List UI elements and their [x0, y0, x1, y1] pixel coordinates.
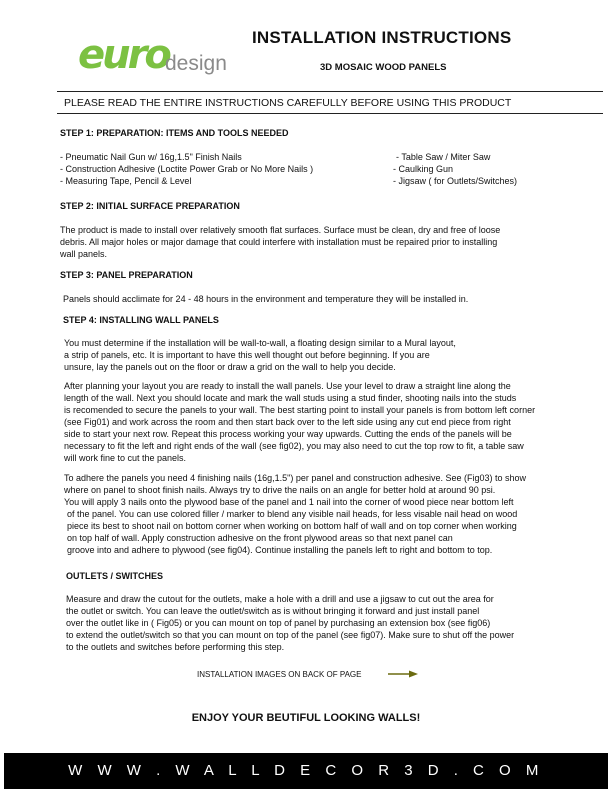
- arrow-right-icon: [388, 670, 418, 678]
- step4-para3-line: of the panel. You can use colored filler / marker to blend any visible nail heads, for less visable nail head on wood: [67, 509, 518, 519]
- outlets-line: Measure and draw the cutout for the outlets, make a hole with a drill and use a jigsaw to cut out the area for: [66, 594, 494, 604]
- step4-para3-line: on top half of wall. Apply construction adhesive on the front plywood areas so that next panel can: [67, 533, 453, 543]
- logo-design-text: design: [165, 52, 227, 75]
- step2-line: The product is made to install over relatively smooth flat surfaces. Surface must be clean, dry and free of loose: [60, 225, 501, 235]
- step4-para1-line: unsure, lay the panels out on the floor or draw a grid on the wall to help you decide.: [64, 362, 396, 372]
- outlets-line: to extend the outlet/switch so that you can mount on top of the panel (see fig07). Make sure to shut off the power: [66, 630, 515, 640]
- step4-para2-line: (see Fig01) and work across the room and then start back over to the left side using any cut end piece from right: [64, 417, 511, 427]
- step2-line: debris. All major holes or major damage that could interfere with installation must be repaired prior to installing: [60, 237, 498, 247]
- step4-para3-line: where on panel to shoot finish nails. Always try to drive the nails on an angle for better hold at around 90 psi.: [64, 485, 496, 495]
- step3-heading: STEP 3: PANEL PREPARATION: [60, 270, 193, 280]
- step4-para2-line: will work fine to cut the panels.: [64, 453, 187, 463]
- tool-item: - Caulking Gun: [393, 164, 454, 174]
- step4-para2-line: length of the wall. Next you should locate and mark the wall studs using a stud finder, shooting nails into the studs: [64, 393, 517, 403]
- website-url: W W W . W A L L D E C O R 3 D . C O M: [68, 762, 544, 779]
- step4-para1-line: You must determine if the installation will be wall-to-wall, a floating design similar to a Mural layout,: [64, 338, 456, 348]
- step2-line: wall panels.: [60, 249, 108, 259]
- header-divider: [57, 91, 603, 92]
- page-title: INSTALLATION INSTRUCTIONS: [252, 28, 512, 47]
- brand-logo: [78, 30, 228, 90]
- outlets-line: to the outlets and switches before performing this step.: [66, 642, 285, 652]
- tool-item: - Jigsaw ( for Outlets/Switches): [393, 176, 518, 186]
- tool-item: - Pneumatic Nail Gun w/ 16g,1.5" Finish Nails: [60, 152, 242, 162]
- outlets-line: over the outlet like in ( Fig05) or you can mount on top of panel by purchasing an extension box (see fig06): [66, 618, 491, 628]
- step4-para3-line: To adhere the panels you need 4 finishing nails (16g,1.5") per panel and construction adhesive. See (Fig03) to show: [64, 473, 526, 483]
- step4-para1-line: a strip of panels, etc. It is important to have this well thought out before beginning. If you are: [64, 350, 430, 360]
- closing-message: ENJOY YOUR BEUTIFUL LOOKING WALLS!: [191, 712, 421, 724]
- step1-heading: STEP 1: PREPARATION: ITEMS AND TOOLS NEEDED: [60, 128, 289, 138]
- step4-para3-line: groove into and adhere to plywood (see fig04). Continue installing the panels left to right and bottom to top.: [67, 545, 493, 555]
- step4-para3-line: You will apply 3 nails onto the plywood base of the panel and 1 nail into the corner of wood piece near bottom left: [64, 497, 514, 507]
- read-instructions-notice: PLEASE READ THE ENTIRE INSTRUCTIONS CAREFULLY BEFORE USING THIS PRODUCT: [64, 97, 512, 109]
- logo-euro-text: euro: [78, 32, 169, 78]
- step4-para2-line: After planning your layout you are ready to install the wall panels. Use your level to draw a straight line along the: [64, 381, 511, 391]
- footer-bar: [4, 753, 608, 789]
- step4-para2-line: necessary to fit the left and right ends of the wall (see fig02), you may also need to cut the top row to fit, a table saw: [64, 441, 524, 451]
- step3-text: Panels should acclimate for 24 - 48 hours in the environment and temperature they will be installed in.: [63, 294, 469, 304]
- tool-item: - Table Saw / Miter Saw: [396, 152, 491, 162]
- step4-para3-line: piece its best to shoot nail on bottom corner when working on bottom half of wall and on top corner when working: [67, 521, 517, 531]
- outlets-line: the outlet or switch. You can leave the outlet/switch as is without bringing it forward and just install panel: [66, 606, 480, 616]
- tool-item: - Construction Adhesive (Loctite Power Grab or No More Nails ): [60, 164, 314, 174]
- step4-para2-line: is recomended to secure the panels to your wall. The best starting point to install your panels is from bottom left corner: [64, 405, 536, 415]
- outlets-heading: OUTLETS / SWITCHES: [66, 571, 164, 581]
- notice-divider: [57, 113, 603, 114]
- page-subtitle: 3D MOSAIC WOOD PANELS: [320, 62, 447, 73]
- tool-item: - Measuring Tape, Pencil & Level: [60, 176, 192, 186]
- step2-heading: STEP 2: INITIAL SURFACE PREPARATION: [60, 201, 240, 211]
- installation-images-note: INSTALLATION IMAGES ON BACK OF PAGE: [197, 670, 362, 679]
- step4-heading: STEP 4: INSTALLING WALL PANELS: [63, 315, 219, 325]
- step4-para2-line: side to start your next row. Repeat this process working your way upwards. Cutting the ends of the panels will be: [64, 429, 512, 439]
